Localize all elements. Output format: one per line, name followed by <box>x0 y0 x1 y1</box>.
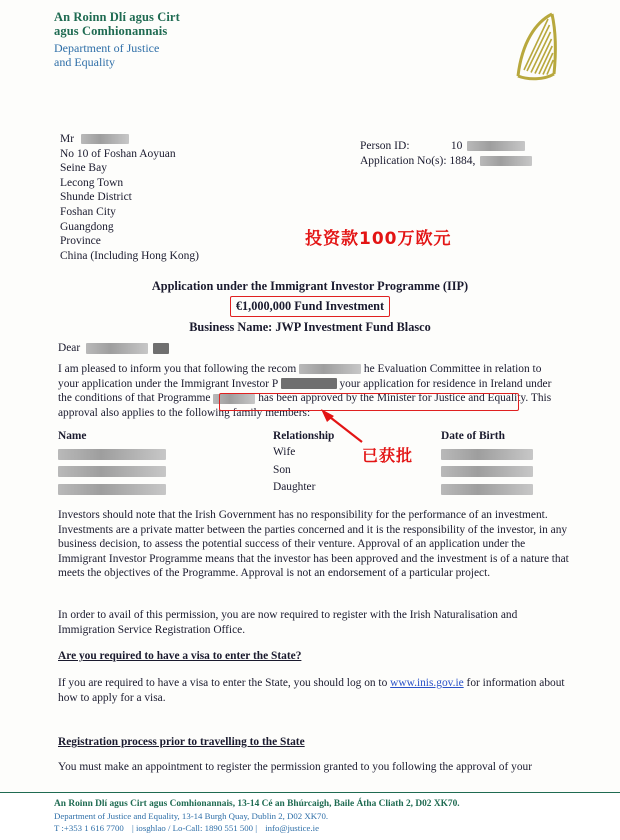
column-header-relationship: Relationship <box>273 430 335 442</box>
para1-segment-f: This <box>530 392 552 405</box>
footer-phone: T :+353 1 616 7700 <box>54 823 124 833</box>
address-salutation-title: Mr <box>60 133 75 145</box>
redacted-para1-a <box>299 364 361 374</box>
person-id-label: Person ID: <box>360 140 410 152</box>
para1-segment-g: approval also applies to the following family members: <box>58 406 311 419</box>
redacted-family-name-1 <box>58 449 166 460</box>
address-line-4: Lecong Town <box>60 176 124 189</box>
redacted-person-id <box>467 141 525 151</box>
annotation-approved: 已获批 <box>362 446 414 465</box>
redacted-salutation-name <box>86 343 148 354</box>
registration-requirement-paragraph: In order to avail of this permission, you are now required to register with the Irish Naturalisation and Immigration Service Registration Office. <box>58 609 518 636</box>
column-header-name: Name <box>58 430 87 442</box>
letterhead <box>54 10 574 90</box>
person-id-row <box>360 139 532 154</box>
address-line-5: Shunde District <box>60 191 132 204</box>
page-footer <box>0 792 620 840</box>
visa-paragraph-b: for information about how to apply for a visa. <box>58 677 565 704</box>
case-reference-block <box>360 139 532 169</box>
redacted-family-name-2 <box>58 466 166 477</box>
application-title-block <box>0 278 620 336</box>
footer-email: info@justice.ie <box>265 823 319 833</box>
redacted-salutation-extra <box>153 343 169 354</box>
application-no-value: 1884, <box>449 155 476 167</box>
para1-segment-e: the conditions of that Programme <box>58 392 211 405</box>
family-members-table <box>58 430 578 499</box>
redacted-para1-c <box>213 394 255 404</box>
redacted-name <box>81 134 129 144</box>
dept-eng-line2: and Equality <box>54 55 115 69</box>
person-id-value: 10 <box>450 140 463 152</box>
redacted-family-dob-2 <box>441 466 533 477</box>
appointment-paragraph: You must make an appointment to register the permission granted to you following the approval of your <box>58 761 533 773</box>
address-line-9: China (Including Hong Kong) <box>60 249 199 262</box>
redacted-application-no <box>480 156 532 166</box>
dept-irish-line2: agus Comhionannais <box>54 24 168 38</box>
para1-segment-d: your application for residence in Ireland under <box>339 377 552 390</box>
recipient-address <box>60 132 199 263</box>
approval-paragraph <box>58 362 576 420</box>
dept-eng-line1: Department of Justice <box>54 41 160 55</box>
approval-sentence-highlight: has been approved by the Minister for Justice and Equality. <box>258 392 529 405</box>
visa-section-heading: Are you required to have a visa to enter the State? <box>58 650 302 662</box>
family-relationship-2: Son <box>273 463 291 476</box>
para1-segment-b: he Evaluation Committee in relation to <box>363 363 542 375</box>
redacted-family-dob-1 <box>441 449 533 460</box>
redacted-family-name-3 <box>58 484 166 495</box>
annotation-investment-amount: 投资款100万欧元 <box>305 229 452 249</box>
address-line-2: No 10 of Foshan Aoyuan <box>60 147 176 160</box>
address-line-3: Seine Bay <box>60 162 107 175</box>
address-line-7: Guangdong <box>60 220 114 233</box>
application-no-label: Application No(s): <box>360 155 447 167</box>
irish-harp-icon <box>506 10 564 88</box>
salutation-text: Dear <box>58 342 81 354</box>
para1-segment-a: I am pleased to inform you that following the recom <box>58 363 297 375</box>
department-name-irish <box>54 10 574 38</box>
table-row <box>58 446 578 464</box>
footer-address-irish: An Roinn Dlí agus Cirt agus Comhionannais, 13-14 Cé an Bhúrcaigh, Baile Átha Cliath 2, D02 XK70. <box>54 799 460 809</box>
letter-salutation <box>58 341 576 356</box>
registration-section-heading: Registration process prior to travelling to the State <box>58 736 305 748</box>
table-row <box>58 481 578 499</box>
family-relationship-3: Daughter <box>273 481 316 493</box>
family-table-header <box>58 430 578 446</box>
visa-paragraph <box>58 676 576 705</box>
fund-investment-amount: €1,000,000 Fund Investment <box>230 296 390 318</box>
application-title-line: Application under the Immigrant Investor Programme (IIP) <box>151 279 469 293</box>
column-header-dob: Date of Birth <box>441 430 505 442</box>
para1-segment-c: your application under the Immigrant Investor P <box>58 377 278 390</box>
department-name-english <box>54 41 574 69</box>
family-relationship-1: Wife <box>273 446 296 458</box>
investor-disclaimer-paragraph: Investors should note that the Irish Government has no responsibility for the performance of an investment. Investments are a private matter between the parties concerned and it is the responsibility of the investor, in any business decision, to assess the potential success of their venture. Approval of an application under the Immigrant Investor Programme means that the investor has been approved and the investment is of a nature that meets the objectives of the Programme. Approval is not an endorsement of a particular project. <box>58 509 569 580</box>
footer-contact-row <box>54 822 600 834</box>
footer-address-english: Department of Justice and Equality, 13-14 Burgh Quay, Dublin 2, D02 XK70. <box>54 811 329 821</box>
business-name-line: Business Name: JWP Investment Fund Blasco <box>189 320 431 334</box>
inis-website-link[interactable]: www.inis.gov.ie <box>390 677 464 689</box>
redacted-family-dob-3 <box>441 484 533 495</box>
visa-paragraph-a: If you are required to have a visa to enter the State, you should log on to <box>58 677 388 689</box>
footer-locall: | iosghlao / Lo-Call: 1890 551 500 | <box>132 823 257 833</box>
redacted-para1-b <box>281 378 337 389</box>
dept-irish-line1: An Roinn Dlí agus Cirt <box>54 10 180 24</box>
address-line-6: Foshan City <box>60 205 116 218</box>
address-line-title <box>60 132 199 147</box>
application-no-row <box>360 154 532 169</box>
table-row <box>58 464 578 482</box>
address-line-8: Province <box>60 235 101 248</box>
